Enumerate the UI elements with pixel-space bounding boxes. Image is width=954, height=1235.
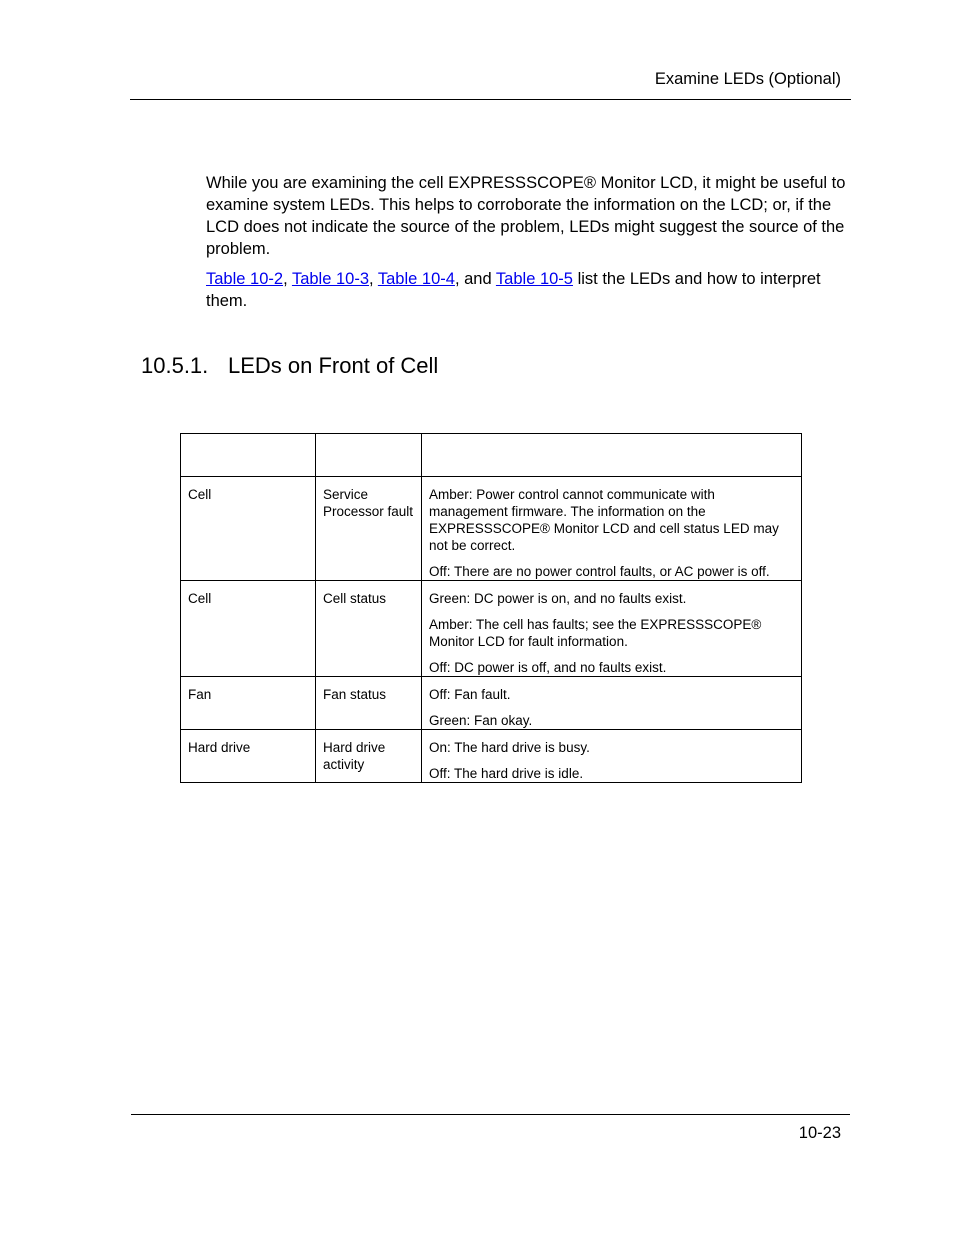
link-table-10-4[interactable]: Table 10-4 bbox=[377, 270, 455, 288]
table-header-cell bbox=[422, 434, 802, 477]
description-line: Off: The hard drive is idle. bbox=[429, 766, 584, 781]
ref-separator: , and bbox=[454, 270, 496, 288]
table-header-cell bbox=[181, 434, 316, 477]
location-cell: Fan bbox=[181, 677, 316, 730]
description-cell bbox=[422, 477, 802, 581]
section-title: LEDs on Front of Cell bbox=[228, 353, 439, 378]
link-table-10-2[interactable]: Table 10-2 bbox=[206, 270, 284, 288]
description-line: Amber: The cell has faults; see the EXPRESSSCOPE® Monitor LCD for fault information. bbox=[429, 617, 762, 649]
location-cell: Hard drive bbox=[181, 730, 316, 783]
description-line: Off: There are no power control faults, or AC power is off. bbox=[429, 564, 770, 579]
table-header-cell bbox=[316, 434, 422, 477]
description-cell bbox=[422, 730, 802, 783]
running-header: Examine LEDs (Optional) bbox=[654, 70, 841, 88]
table-row bbox=[181, 677, 802, 730]
description-cell bbox=[422, 581, 802, 677]
intro-paragraph: While you are examining the cell EXPRESSSCOPE® Monitor LCD, it might be useful to examine system LEDs. This helps to corroborate the information on the LCD; or, if the LCD does not indicate the source of the problem, LEDs might suggest the source of the problem. bbox=[206, 174, 846, 258]
led-table bbox=[180, 433, 802, 783]
footer-rule bbox=[131, 1114, 850, 1115]
description-line: Off: Fan fault. bbox=[429, 687, 511, 702]
led-cell: Hard drive activity bbox=[316, 730, 422, 783]
ref-separator: , bbox=[369, 270, 378, 288]
section-heading bbox=[141, 353, 438, 379]
ref-separator: , bbox=[283, 270, 292, 288]
ref-tail-text: list the LEDs and how to interpret them. bbox=[206, 270, 821, 310]
link-table-10-5[interactable]: Table 10-5 bbox=[495, 270, 573, 288]
location-cell: Cell bbox=[181, 581, 316, 677]
location-cell: Cell bbox=[181, 477, 316, 581]
description-line: Green: DC power is on, and no faults exist. bbox=[429, 591, 687, 606]
led-cell: Cell status bbox=[316, 581, 422, 677]
header-rule bbox=[130, 99, 851, 100]
led-cell: Fan status bbox=[316, 677, 422, 730]
table-header-row bbox=[181, 434, 802, 477]
table-row bbox=[181, 730, 802, 783]
description-line: Off: DC power is off, and no faults exist. bbox=[429, 660, 667, 675]
link-table-10-3[interactable]: Table 10-3 bbox=[291, 270, 369, 288]
table-references-paragraph bbox=[206, 268, 848, 312]
description-cell bbox=[422, 677, 802, 730]
table-row bbox=[181, 477, 802, 581]
led-cell: Service Processor fault bbox=[316, 477, 422, 581]
page-number: 10-23 bbox=[798, 1124, 841, 1142]
description-line: On: The hard drive is busy. bbox=[429, 740, 590, 755]
table-row bbox=[181, 581, 802, 677]
description-line: Green: Fan okay. bbox=[429, 713, 533, 728]
section-number: 10.5.1. bbox=[141, 353, 209, 378]
description-line: Amber: Power control cannot communicate with management firmware. The information on the EXPRESSSCOPE® Monitor LCD and cell status LED may not be correct. bbox=[429, 487, 779, 553]
